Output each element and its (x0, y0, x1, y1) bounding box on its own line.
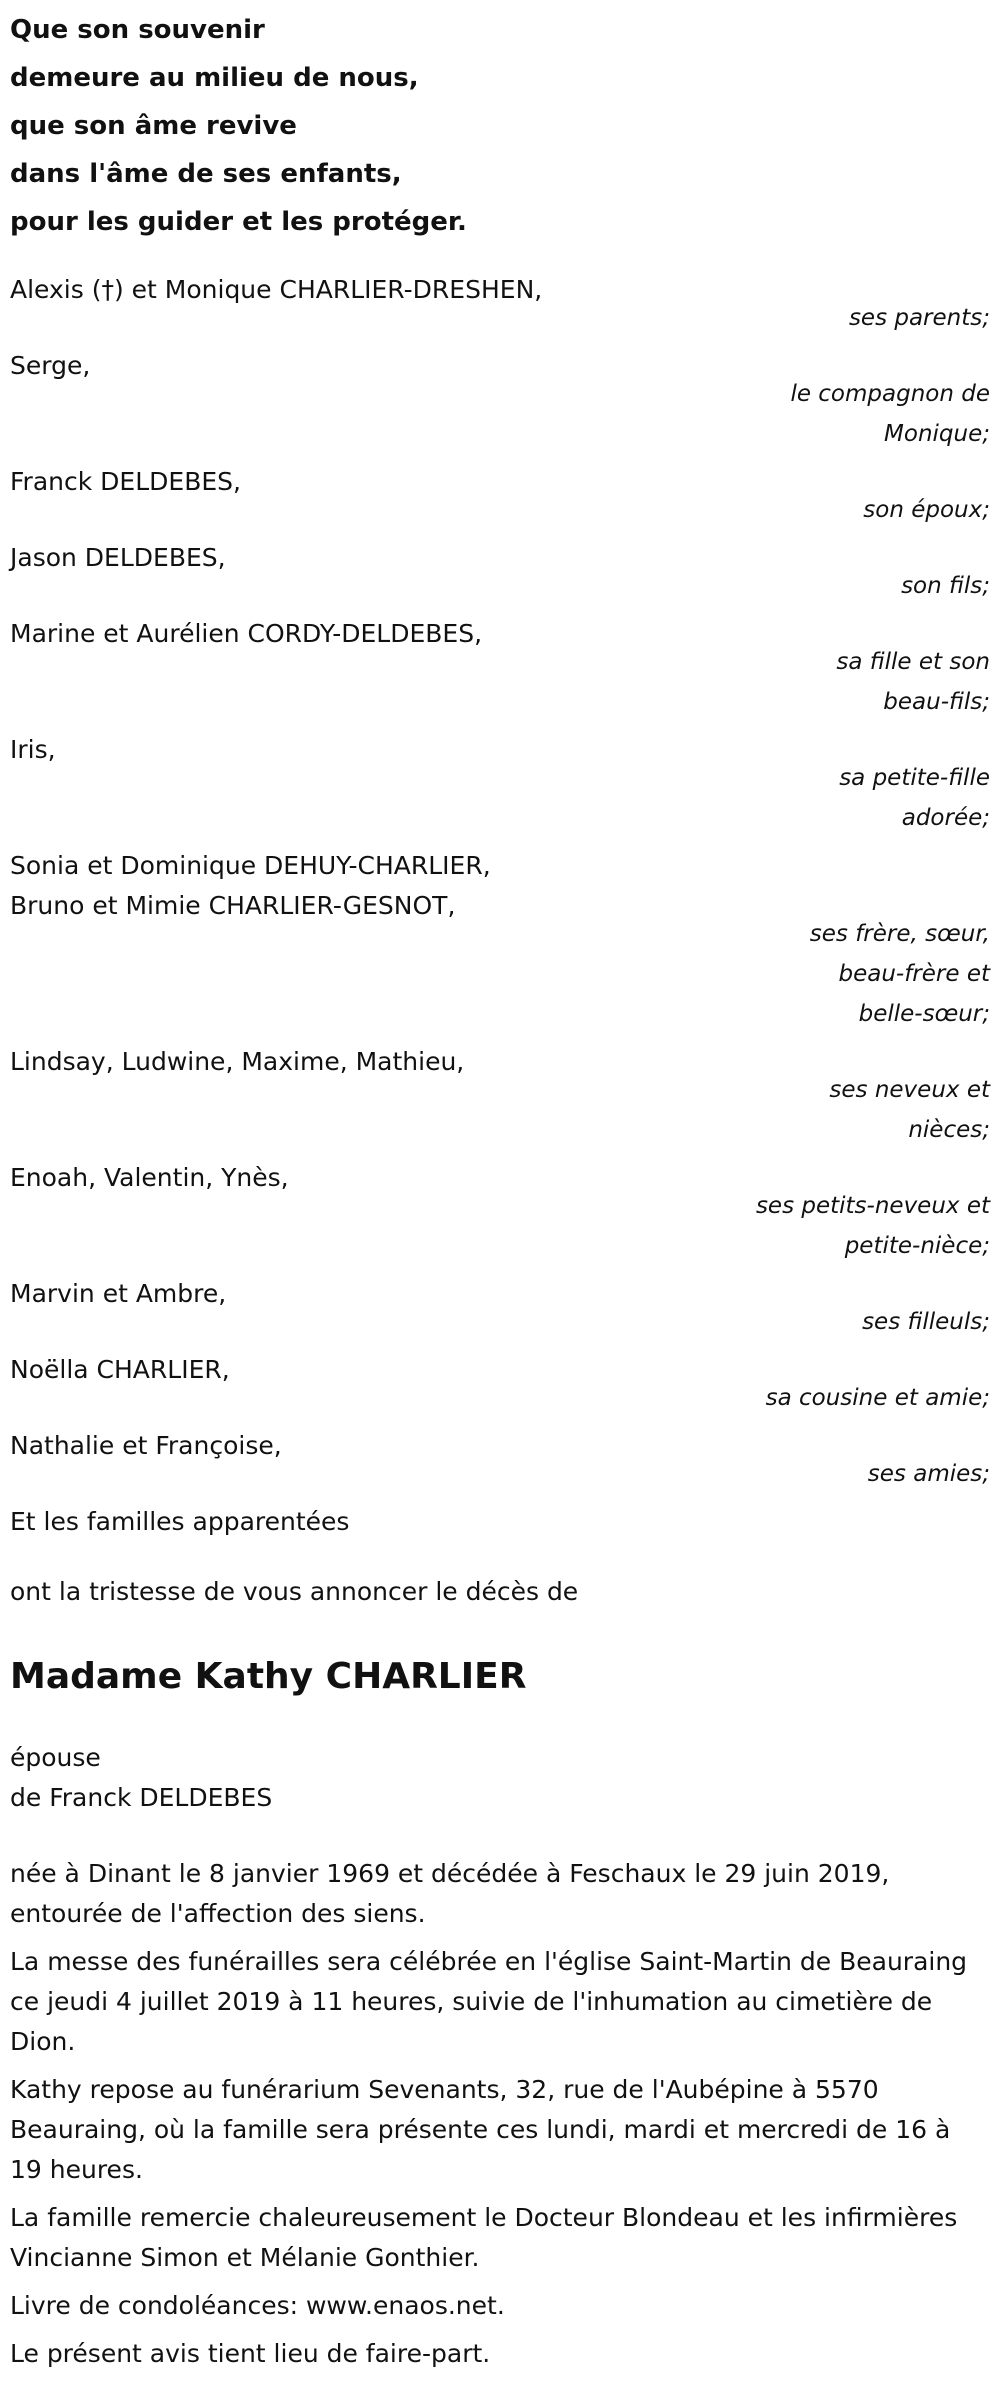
funeral-paragraph: La messe des funérailles sera célébrée en l'église Saint-Martin de Beauraing ce jeudi 4 juillet 2019 à 11 heures, suivie de l'inhumation au cimetière de Dion. (10, 1947, 968, 2056)
family-name: Lindsay, Ludwine, Maxime, Mathieu, (10, 1047, 465, 1076)
family-entry (10, 538, 990, 614)
poem-line: dans l'âme de ses enfants, (10, 159, 402, 189)
family-name: Jason DELDEBES, (10, 543, 226, 572)
family-entry (10, 1502, 990, 1542)
family-entry (10, 730, 990, 846)
family-name: Sonia et Dominique DEHUY-CHARLIER, (10, 851, 491, 880)
family-role: son époux; (863, 497, 990, 523)
poem-line: demeure au milieu de nous, (10, 63, 419, 93)
family-role: son fils; (901, 573, 990, 599)
family-entry (10, 1158, 990, 1274)
family-entry (10, 462, 990, 538)
family-entry (10, 1426, 990, 1502)
family-entry (10, 270, 990, 346)
family-name: Nathalie et Françoise, (10, 1431, 282, 1460)
notice-paragraph: Le présent avis tient lieu de faire-part. (10, 2339, 491, 2368)
family-role: le compagnon de Monique; (790, 381, 990, 447)
condolences-paragraph: Livre de condoléances: www.enaos.net. (10, 2291, 505, 2320)
family-role: ses amies; (867, 1461, 990, 1487)
family-role: sa cousine et amie; (765, 1385, 990, 1411)
family-name: Noëlla CHARLIER, (10, 1355, 230, 1384)
spouse-line: de Franck DELDEBES (10, 1783, 273, 1812)
family-name: Marvin et Ambre, (10, 1279, 227, 1308)
thanks-paragraph: La famille remercie chaleureusement le Docteur Blondeau et les infirmières Vincianne Simon et Mélanie Gonthier. (10, 2203, 958, 2272)
family-list (10, 270, 990, 1542)
visitation-paragraph: Kathy repose au funérarium Sevenants, 32, rue de l'Aubépine à 5570 Beauraing, où la famille sera présente ces lundi, mardi et mercredi de 16 à 19 heures. (10, 2075, 951, 2184)
family-role: ses petits-neveux et petite-nièce; (755, 1193, 990, 1259)
family-name: Franck DELDEBES, (10, 467, 241, 496)
poem-line: pour les guider et les protéger. (10, 207, 467, 237)
family-role: sa fille et son beau-fils; (836, 649, 990, 715)
birth-death-paragraph: née à Dinant le 8 janvier 1969 et décédée à Feschaux le 29 juin 2019, entourée de l'affection des siens. (10, 1859, 890, 1928)
family-entry (10, 614, 990, 730)
spouse-info (10, 1738, 990, 1818)
family-role: sa petite-fille adorée; (839, 765, 990, 831)
family-role: ses filleuls; (862, 1309, 990, 1335)
spouse-line: épouse (10, 1743, 101, 1772)
family-entry (10, 346, 990, 462)
family-entry (10, 1274, 990, 1350)
family-name: Iris, (10, 735, 56, 764)
poem-line: Que son souvenir (10, 15, 265, 45)
family-name: Enoah, Valentin, Ynès, (10, 1163, 289, 1192)
family-role: ses neveux et nièces; (829, 1077, 990, 1143)
announcement-intro: ont la tristesse de vous annoncer le décès de (10, 1577, 579, 1606)
family-name: Et les familles apparentées (10, 1507, 350, 1536)
family-name: Alexis (†) et Monique CHARLIER-DRESHEN, (10, 275, 543, 304)
family-name: Bruno et Mimie CHARLIER-GESNOT, (10, 891, 456, 920)
details (10, 1854, 990, 2374)
deceased-name: Madame Kathy CHARLIER (10, 1656, 527, 1697)
family-entry (10, 846, 990, 1042)
family-name: Serge, (10, 351, 91, 380)
poem (10, 6, 990, 246)
family-entry (10, 1350, 990, 1426)
family-name: Marine et Aurélien CORDY-DELDEBES, (10, 619, 483, 648)
poem-line: que son âme revive (10, 111, 297, 141)
obituary-notice (10, 6, 990, 2382)
family-entry (10, 1042, 990, 1158)
family-role: ses parents; (848, 305, 990, 331)
family-role: ses frère, sœur, beau-frère et belle-sœur; (809, 921, 990, 1027)
